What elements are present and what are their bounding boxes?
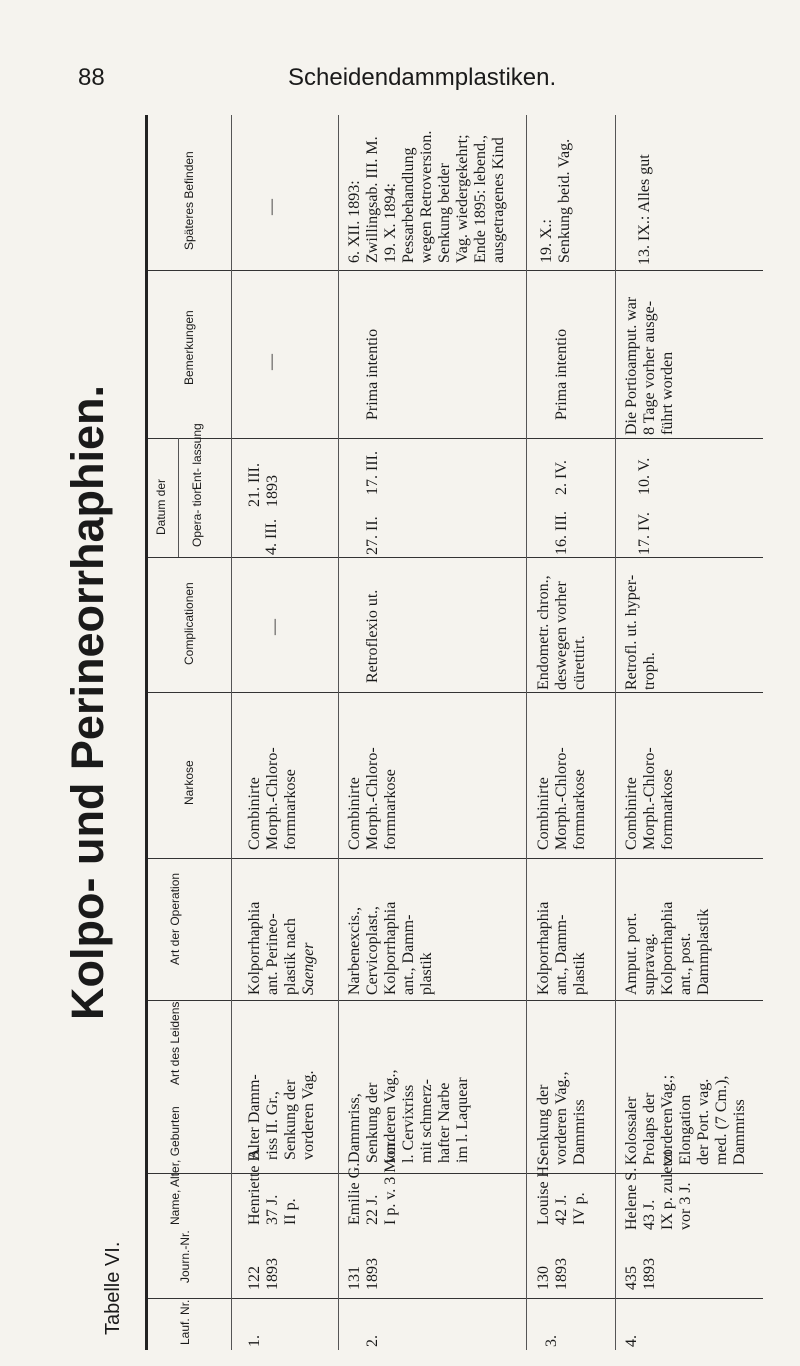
row4-entl-date: 10. V. <box>636 457 653 495</box>
row1-befinden: — <box>263 199 280 215</box>
row2-journal: 131 1893 <box>346 1258 381 1290</box>
row2-name: Emilie G. 22 J. I p. v. 3 Mon. <box>346 1138 399 1225</box>
row3-leiden: Senkung der vorderen Vag., Dammriss <box>535 1071 588 1165</box>
row1-complicationen: — <box>266 619 283 635</box>
row2-op-date: 27. II. <box>364 516 381 555</box>
row1-journal: 122 1893 <box>246 1258 281 1290</box>
row4-journal: 435 1893 <box>623 1258 658 1290</box>
row4-leiden: Kolossaler Prolaps der vorderenVag.; Elongation der Port. vag. med. (7 Cm.), Dammriss <box>623 1074 748 1165</box>
running-header: Scheidendammplastiken. <box>288 64 557 91</box>
header-befinden: Späteres Befinden <box>182 151 196 250</box>
page-number: 88 <box>78 64 105 91</box>
header-bemerkungen: Bemerkungen <box>182 310 196 385</box>
row3-befinden: 19. X.: Senkung beid. Vag. <box>538 138 573 263</box>
row3-complicationen: Endometr. chron., deswegen vorher cürettirt. <box>535 575 588 690</box>
row4-befinden: 13. IX.: Alles gut <box>636 154 653 265</box>
row4-op-date: 17. IV. <box>636 512 653 555</box>
row1-name: Henriette B. 37 J. II p. <box>246 1146 299 1225</box>
row2-lfd: 2. <box>364 1335 381 1347</box>
header-datum: Datum der <box>154 478 168 535</box>
page-title: Kolpo- und Perineorrhaphien. <box>62 384 113 1020</box>
header-leiden: Art des Leidens <box>168 1001 182 1085</box>
header-operation: Art der Operation <box>168 872 182 965</box>
row1-lfd: 1. <box>246 1335 263 1347</box>
header-name: Name, Alter, Geburten <box>168 1106 182 1225</box>
row4-name: Helene S. 43 J. IX p. zuletzt vor 3 J. <box>623 1150 694 1230</box>
row3-entl-date: 2. IV. <box>553 460 570 495</box>
row2-bemerkungen: Prima intentio <box>364 328 381 420</box>
row4-bemerkungen: Die Portioamput. war 8 Tage vorher ausge- führt worden <box>623 296 676 435</box>
row1-narkose: Combinirte Morph.-Chloro- formnarkose <box>246 747 299 850</box>
table-label: Tabelle VI. <box>102 1241 124 1335</box>
row1-op-date: 4. III. <box>263 519 280 555</box>
row4-operation: Amput. port. supravag. Kolporrhaphia ant., post. Dammplastik <box>623 901 712 995</box>
row3-bemerkungen: Prima intentio <box>553 328 570 420</box>
header-lfd: Lauf. Nr. <box>178 1299 192 1345</box>
row2-leiden: Dammriss, Senkung der vorderen Vag., l. Cervixriss mit schmerz- hafter Narbe im l. Laquear <box>346 1069 471 1163</box>
row4-complicationen: Retrofl. ut. hyper- troph. <box>623 574 658 690</box>
row2-narkose: Combinirte Morph.-Chloro- formnarkose <box>346 747 399 850</box>
row2-complicationen: Retroflexio ut. <box>364 589 381 683</box>
row3-operation: Kolporrhaphia ant., Damm- plastik <box>535 901 588 995</box>
header-op-date: Opera- tion <box>190 486 204 547</box>
row4-narkose: Combinirte Morph.-Chloro- formnarkose <box>623 747 676 850</box>
header-entl-date: Ent- lassung <box>190 423 204 490</box>
row1-leiden: Alter Damm- riss II. Gr., Senkung der vorderen Vag. <box>246 1070 317 1160</box>
row1-bemerkungen: — <box>263 354 280 370</box>
row2-operation: Narbenexcis., Cervicoplast., Kolporrhaphia ant., Damm- plastik <box>346 901 435 995</box>
row4-lfd: 4. <box>623 1335 640 1347</box>
row3-lfd: 3. <box>543 1335 560 1347</box>
row2-entl-date: 17. III. <box>364 451 381 495</box>
header-complicationen: Complicationen <box>182 582 196 665</box>
row2-befinden: 6. XII. 1893: Zwillingsab. III. M. 19. X. 1894: Pessarbehandlung wegen Retroversion. Senkung beider Vag. wiedergekehrt; Ende 1895: lebend., ausgetragenes Kind <box>346 130 507 263</box>
row3-narkose: Combinirte Morph.-Chloro- formnarkose <box>535 747 588 850</box>
data-table <box>145 115 768 1350</box>
row3-name: Louise H. 42 J. IV p. <box>535 1161 588 1225</box>
header-narkose: Narkose <box>182 760 196 805</box>
row3-journal: 130 1893 <box>535 1258 570 1290</box>
row1-entl-date: 21. III. 1893 <box>246 463 281 507</box>
header-journal: Journ.-Nr. <box>178 1230 192 1283</box>
row3-op-date: 16. III. <box>553 511 570 555</box>
row1-operation: Kolporrhaphia ant. Perineo- plastik nach Saenger <box>246 901 317 995</box>
